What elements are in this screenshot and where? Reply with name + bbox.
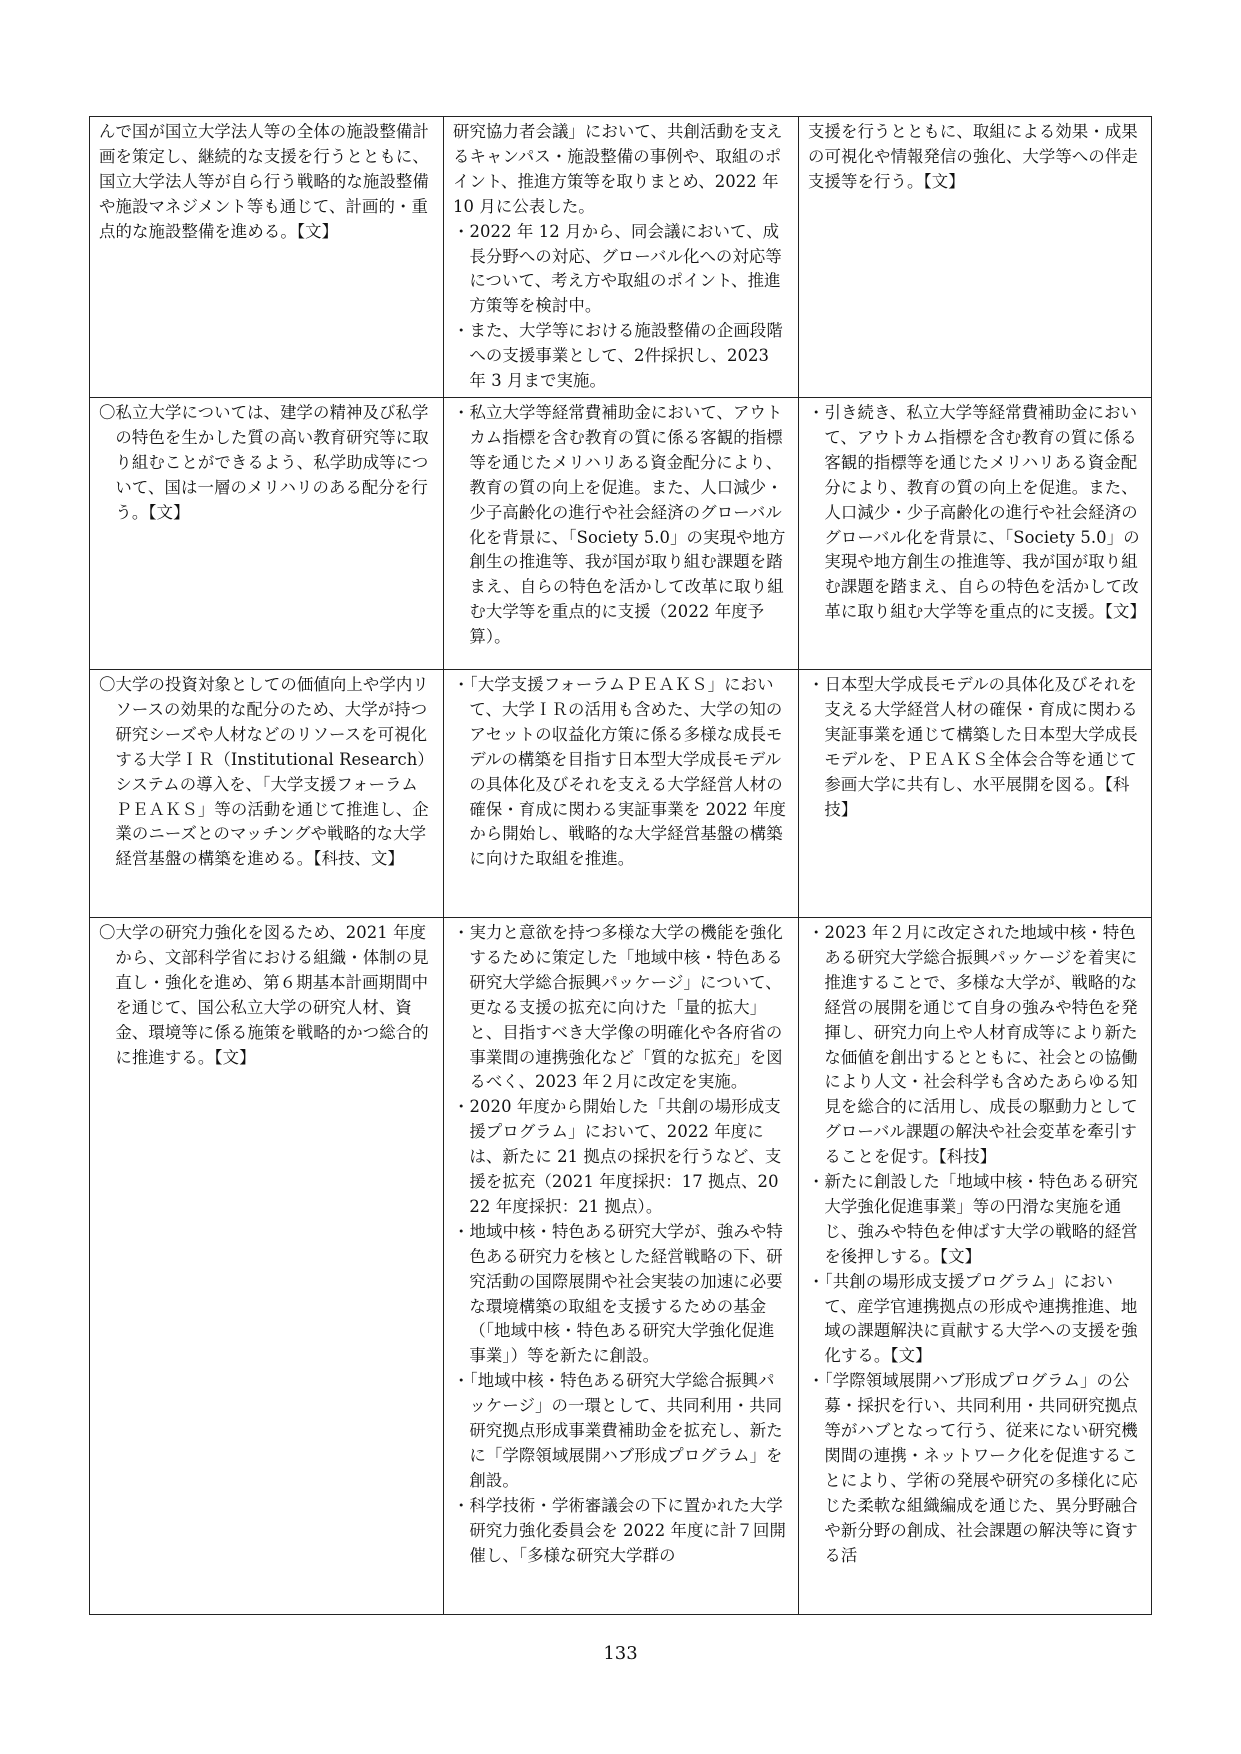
plan-text: ・引き続き、私立大学等経常費補助金において、アウトカム指標を含む教育の質に係る客観的指標等を通じたメリハリある資金配分により、教育の質の向上を促進。また、人口減少・少子高齢化の進行や社会経済のグローバル化を背景に、「Society 5.0」の実現や地方創生の推進等、我が国が取り組む課題を踏まえ、自らの特色を活かして改革に取り組む大学等を重点的に支援。【文】	[808, 402, 1147, 622]
measure-text: 〇大学の投資対象としての価値向上や学内リソースの効果的な配分のため、大学が持つ研究シーズや人材などのリソースを可視化する大学ＩＲ（Institutional Research）システムの導入を、「大学支援フォーラムＰＥＡＫＳ」等の活動を通じて推進し、企業のニーズとのマッチングや戦略的な大学経営基盤の構築を進める。【科技、文】	[99, 674, 434, 869]
table-row	[90, 397, 1152, 669]
status-text: ・私立大学等経常費補助金において、アウトカム指標を含む教育の質に係る客観的指標等を通じたメリハリある資金配分により、教育の質の向上を促進。また、人口減少・少子高齢化の進行や社会経済のグローバル化を背景に、「Society 5.0」の実現や地方創生の推進等、我が国が取り組む課題を踏まえ、自らの特色を活かして改革に取り組む大学等を重点的に支援（2022 年度予算）。	[453, 402, 786, 647]
status-text: ・「地域中核・特色ある研究大学総合振興パッケージ」の一環として、共同利用・共同研究拠点形成事業費補助金を拡充し、新たに「学際領域展開ハブ形成プログラム」を創設。	[453, 1371, 783, 1490]
status-text: 研究協力者会議」において、共創活動を支えるキャンパス・施設整備の事例や、取組のポイント、推進方策等を取りまとめ、2022 年 10 月に公表した。	[453, 122, 783, 216]
plan-cell	[799, 397, 1152, 669]
status-cell	[444, 917, 799, 1614]
status-cell	[444, 669, 799, 917]
measure-text: 〇私立大学については、建学の精神及び私学の特色を生かした質の高い教育研究等に取り組むことができるよう、私学助成等について、国は一層のメリハリのある配分を行う。【文】	[99, 402, 429, 522]
page-number: 133	[603, 1643, 638, 1664]
status-text: ・実力と意欲を持つ多様な大学の機能を強化するために策定した「地域中核・特色ある研究大学総合振興パッケージ」について、更なる支援の拡充に向けた「量的拡大」と、目指すべき大学像の明確化や各府省の事業間の連携強化など「質的な拡充」を図るべく、2023 年２月に改定を実施。	[453, 922, 783, 1092]
plan-text: 支援を行うとともに、取組による効果・成果の可視化や情報発信の強化、大学等への伴走支援等を行う。【文】	[808, 122, 1138, 191]
plan-text: ・「学際領域展開ハブ形成プログラム」の公募・採択を行い、共同利用・共同研究拠点等がハブとなって行う、従来にない研究機関間の連携・ネットワーク化を促進することにより、学術の発展や研究の多様化に応じた柔軟な組織編成を通じた、異分野融合や新分野の創成、社会課題の解決等に資する活	[808, 1371, 1138, 1565]
plan-text: ・「共創の場形成支援プログラム」において、産学官連携拠点の形成や連携推進、地域の課題解決に貢献する大学への支援を強化する。【文】	[808, 1271, 1138, 1366]
table-row	[90, 917, 1152, 1614]
table-row	[90, 117, 1152, 398]
measure-text: 〇大学の研究力強化を図るため、2021 年度から、文部科学省における組織・体制の見直し・強化を進め、第６期基本計画期間中を通じて、国公私立大学の研究人材、資金、環境等に係る施策を戦略的かつ総合的に推進する。【文】	[99, 922, 429, 1067]
measure-cell	[90, 917, 444, 1614]
status-text: ・科学技術・学術審議会の下に置かれた大学研究力強化委員会を 2022 年度に計７回開催し、「多様な研究大学群の	[453, 1495, 786, 1565]
status-text: ・地域中核・特色ある研究大学が、強みや特色ある研究力を核とした経営戦略の下、研究活動の国際展開や社会実装の加速に必要な環境構築の取組を支援するための基金（「地域中核・特色ある研究大学強化促進事業」）等を新たに創設。	[453, 1221, 783, 1366]
measure-cell	[90, 397, 444, 669]
status-text: ・2022 年 12 月から、同会議において、成長分野への対応、グローバル化への対応等について、考え方や取組のポイント、推進方策等を検討中。	[453, 221, 782, 316]
status-text: ・また、大学等における施設整備の企画段階への支援事業として、2件採択し、2023 年 3 月まで実施。	[453, 321, 783, 391]
status-text: ・「大学支援フォーラムＰＥＡＫＳ」において、大学ＩＲの活用も含めた、大学の知のアセットの収益化方策に係る多様な成長モデルの構築を目指す日本型大学成長モデルの具体化及びそれを支える大学経営人材の確保・育成に関わる実証事業を 2022 年度から開始し、戦略的な大学経営基盤の構築に向けた取組を推進。	[453, 674, 786, 869]
plan-text: ・日本型大学成長モデルの具体化及びそれを支える大学経営人材の確保・育成に関わる実証事業を通じて構築した日本型大学成長モデルを、ＰＥＡＫＳ全体会合等を通じて参画大学に共有し、水平展開を図る。【科技】	[808, 674, 1138, 819]
plan-cell	[799, 917, 1152, 1614]
table-row	[90, 669, 1152, 917]
measure-text: んで国が国立大学法人等の全体の施設整備計画を策定し、継続的な支援を行うとともに、国立大学法人等が自ら行う戦略的な施設整備や施設マネジメント等も通じて、計画的・重点的な施設整備を進める。【文】	[99, 122, 429, 241]
policy-table	[89, 116, 1152, 1615]
measure-cell	[90, 669, 444, 917]
status-cell	[444, 117, 799, 398]
status-cell	[444, 397, 799, 669]
plan-text: ・2023 年２月に改定された地域中核・特色ある研究大学総合振興パッケージを着実に推進することで、多様な大学が、戦略的な経営の展開を通じて自身の強みや特色を発揮し、研究力向上や人材育成等により新たな価値を創出するとともに、社会との協働により人文・社会科学も含めたあらゆる知見を総合的に活用し、成長の駆動力としてグローバル課題の解決や社会変革を牽引することを促す。【科技】	[808, 922, 1138, 1167]
status-text: ・2020 年度から開始した「共創の場形成支援プログラム」において、2022 年度には、新たに 21 拠点の採択を行うなど、支援を拡充（2021 年度採択：17 拠点、2022 年度採択：21 拠点）。	[453, 1097, 782, 1216]
measure-cell	[90, 117, 444, 398]
plan-cell	[799, 117, 1152, 398]
plan-text: ・新たに創設した「地域中核・特色ある研究大学強化促進事業」等の円滑な実施を通じ、強みや特色を伸ばす大学の戦略的経営を後押しする。【文】	[808, 1172, 1138, 1266]
plan-cell	[799, 669, 1152, 917]
